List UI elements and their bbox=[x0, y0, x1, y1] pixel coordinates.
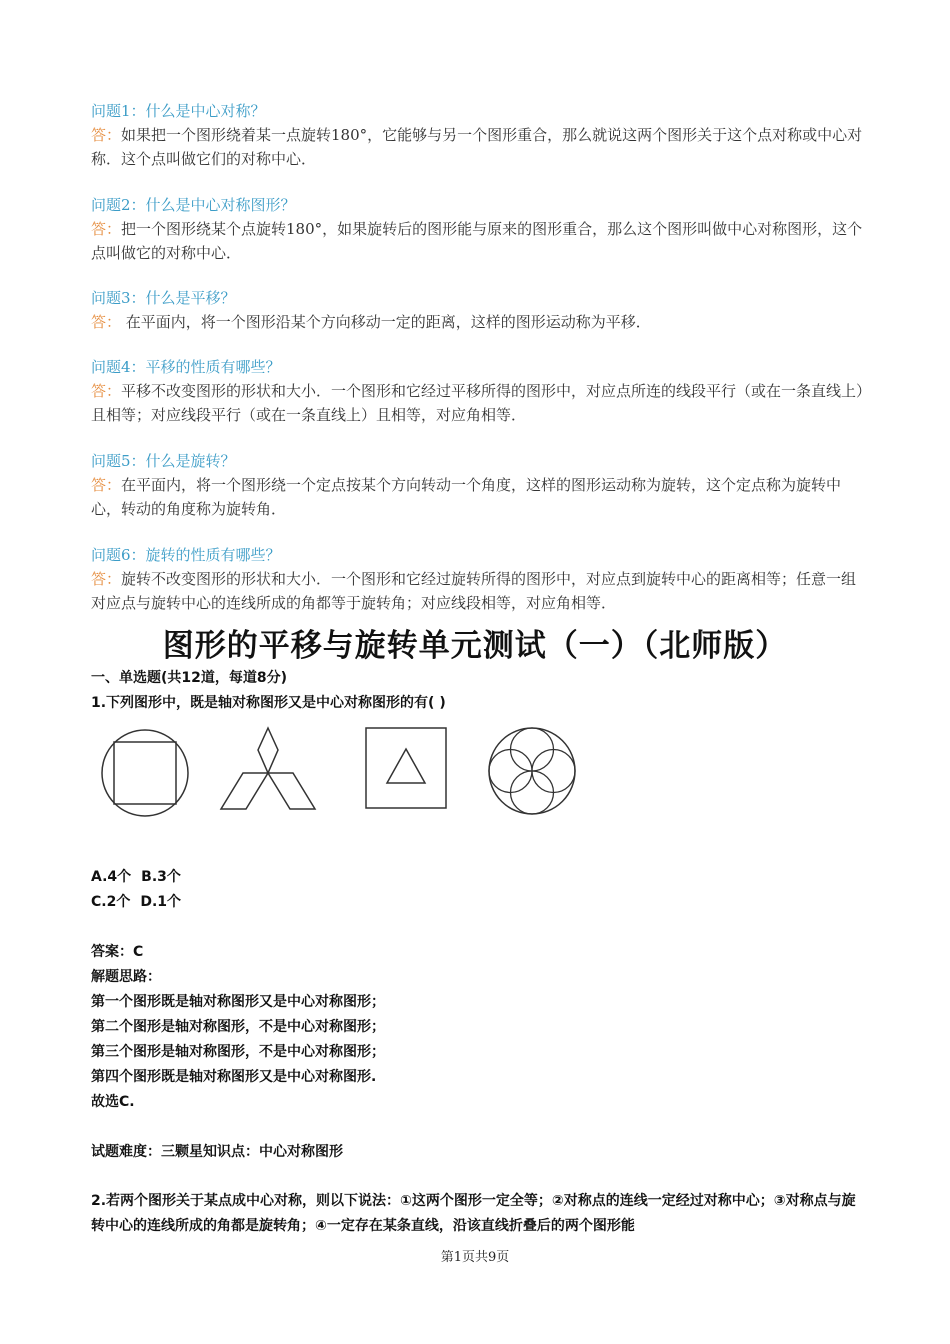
figure-square-triangle bbox=[363, 725, 449, 811]
qa-block-1 bbox=[91, 99, 866, 171]
question-2-stem: 2.若两个图形关于某点成中心对称，则以下说法：①这两个图形一定全等；②对称点的连线一定经过对称中心；③对称点与旋转中心的连线所成的角都是旋转角；④一定存在某条直线，沿该直线折叠后的两个图形能 bbox=[91, 1193, 856, 1234]
question-label: 问题2：什么是中心对称图形？ bbox=[91, 196, 296, 214]
analysis-line: 第二个图形是轴对称图形，不是中心对称图形； bbox=[91, 1019, 385, 1035]
qa-block-2 bbox=[91, 193, 866, 265]
page-title: 图形的平移与旋转单元测试（一）（北师版） bbox=[162, 628, 788, 664]
option-a[interactable]: A.4个 bbox=[91, 869, 132, 885]
answer-text bbox=[91, 310, 866, 334]
question-label: 问题1：什么是中心对称？ bbox=[91, 102, 266, 120]
qa-block-5 bbox=[91, 449, 866, 521]
question-label: 问题3：什么是平移？ bbox=[91, 289, 236, 307]
answer: 答案：C bbox=[91, 944, 144, 960]
analysis-title: 解题思路： bbox=[91, 969, 161, 985]
qa-block-4 bbox=[91, 355, 866, 427]
answer-label: 答： bbox=[91, 126, 122, 144]
question-1-stem: 1.下列图形中，既是轴对称图形又是中心对称图形的有( ) bbox=[91, 695, 446, 711]
answer-body: 在平面内，将一个图形沿某个方向移动一定的距离，这样的图形运动称为平移． bbox=[121, 313, 651, 331]
answer-body: 旋转不改变图形的形状和大小．一个图形和它经过旋转所得的图形中，对应点到旋转中心的距离相等；任意一组对应点与旋转中心的连线所成的角都等于旋转角；对应线段相等，对应角相等． bbox=[91, 570, 857, 612]
answer-body: 在平面内，将一个图形绕一个定点按某个方向转动一个角度，这样的图形运动称为旋转，这个定点称为旋转中心，转动的角度称为旋转角． bbox=[91, 476, 842, 518]
page-footer: 第1页共9页 bbox=[440, 1250, 510, 1265]
analysis-line: 第四个图形既是轴对称图形又是中心对称图形. bbox=[91, 1069, 377, 1085]
answer-body: 如果把一个图形绕着某一点旋转180°，它能够与另一个图形重合，那么就说这两个图形关于这个点对称或中心对称．这个点叫做它们的对称中心． bbox=[91, 126, 863, 168]
answer-text bbox=[91, 567, 866, 615]
options-row-2 bbox=[91, 890, 866, 915]
answer-text bbox=[91, 473, 866, 521]
answer-text bbox=[91, 217, 866, 265]
difficulty: 试题难度：三颗星知识点：中心对称图形 bbox=[91, 1144, 343, 1160]
question-1-figures bbox=[98, 725, 588, 820]
question-2 bbox=[91, 1189, 866, 1239]
answer-label: 答： bbox=[91, 570, 122, 588]
question-1-difficulty bbox=[91, 1140, 866, 1165]
answer-body: 把一个图形绕某个点旋转180°，如果旋转后的图形能与原来的图形重合，那么这个图形叫做中心对称图形，这个点叫做它的对称中心． bbox=[91, 220, 863, 262]
answer-label: 答： bbox=[91, 220, 122, 238]
figure-three-rhombi bbox=[218, 725, 318, 815]
question-label: 问题5：什么是旋转？ bbox=[91, 452, 236, 470]
figure-circle-petals bbox=[486, 725, 578, 817]
question-label: 问题4：平移的性质有哪些？ bbox=[91, 358, 281, 376]
question-1-solution bbox=[91, 940, 866, 1115]
figure-circle-square bbox=[98, 725, 194, 820]
answer-label: 答： bbox=[91, 382, 122, 400]
options-row-1 bbox=[91, 865, 866, 890]
answer-text bbox=[91, 379, 866, 427]
question-1-options bbox=[91, 865, 866, 915]
question-label: 问题6：旋转的性质有哪些？ bbox=[91, 546, 281, 564]
option-c[interactable]: C.2个 bbox=[91, 894, 131, 910]
analysis-line: 第三个图形是轴对称图形，不是中心对称图形； bbox=[91, 1044, 385, 1060]
analysis-line: 故选C. bbox=[91, 1094, 135, 1110]
qa-block-3 bbox=[91, 286, 866, 334]
section-header bbox=[91, 666, 866, 716]
option-d[interactable]: D.1个 bbox=[140, 894, 182, 910]
answer-text bbox=[91, 123, 866, 171]
answer-label: 答： bbox=[91, 476, 122, 494]
option-b[interactable]: B.3个 bbox=[141, 869, 181, 885]
answer-body: 平移不改变图形的形状和大小．一个图形和它经过平移所得的图形中，对应点所连的线段平行（或在一条直线上）且相等；对应线段平行（或在一条直线上）且相等，对应角相等． bbox=[91, 382, 864, 424]
qa-block-6 bbox=[91, 543, 866, 615]
answer-label: 答： bbox=[91, 313, 122, 331]
section-title: 一、单选题(共12道，每道8分) bbox=[91, 670, 288, 686]
analysis-line: 第一个图形既是轴对称图形又是中心对称图形； bbox=[91, 994, 385, 1010]
